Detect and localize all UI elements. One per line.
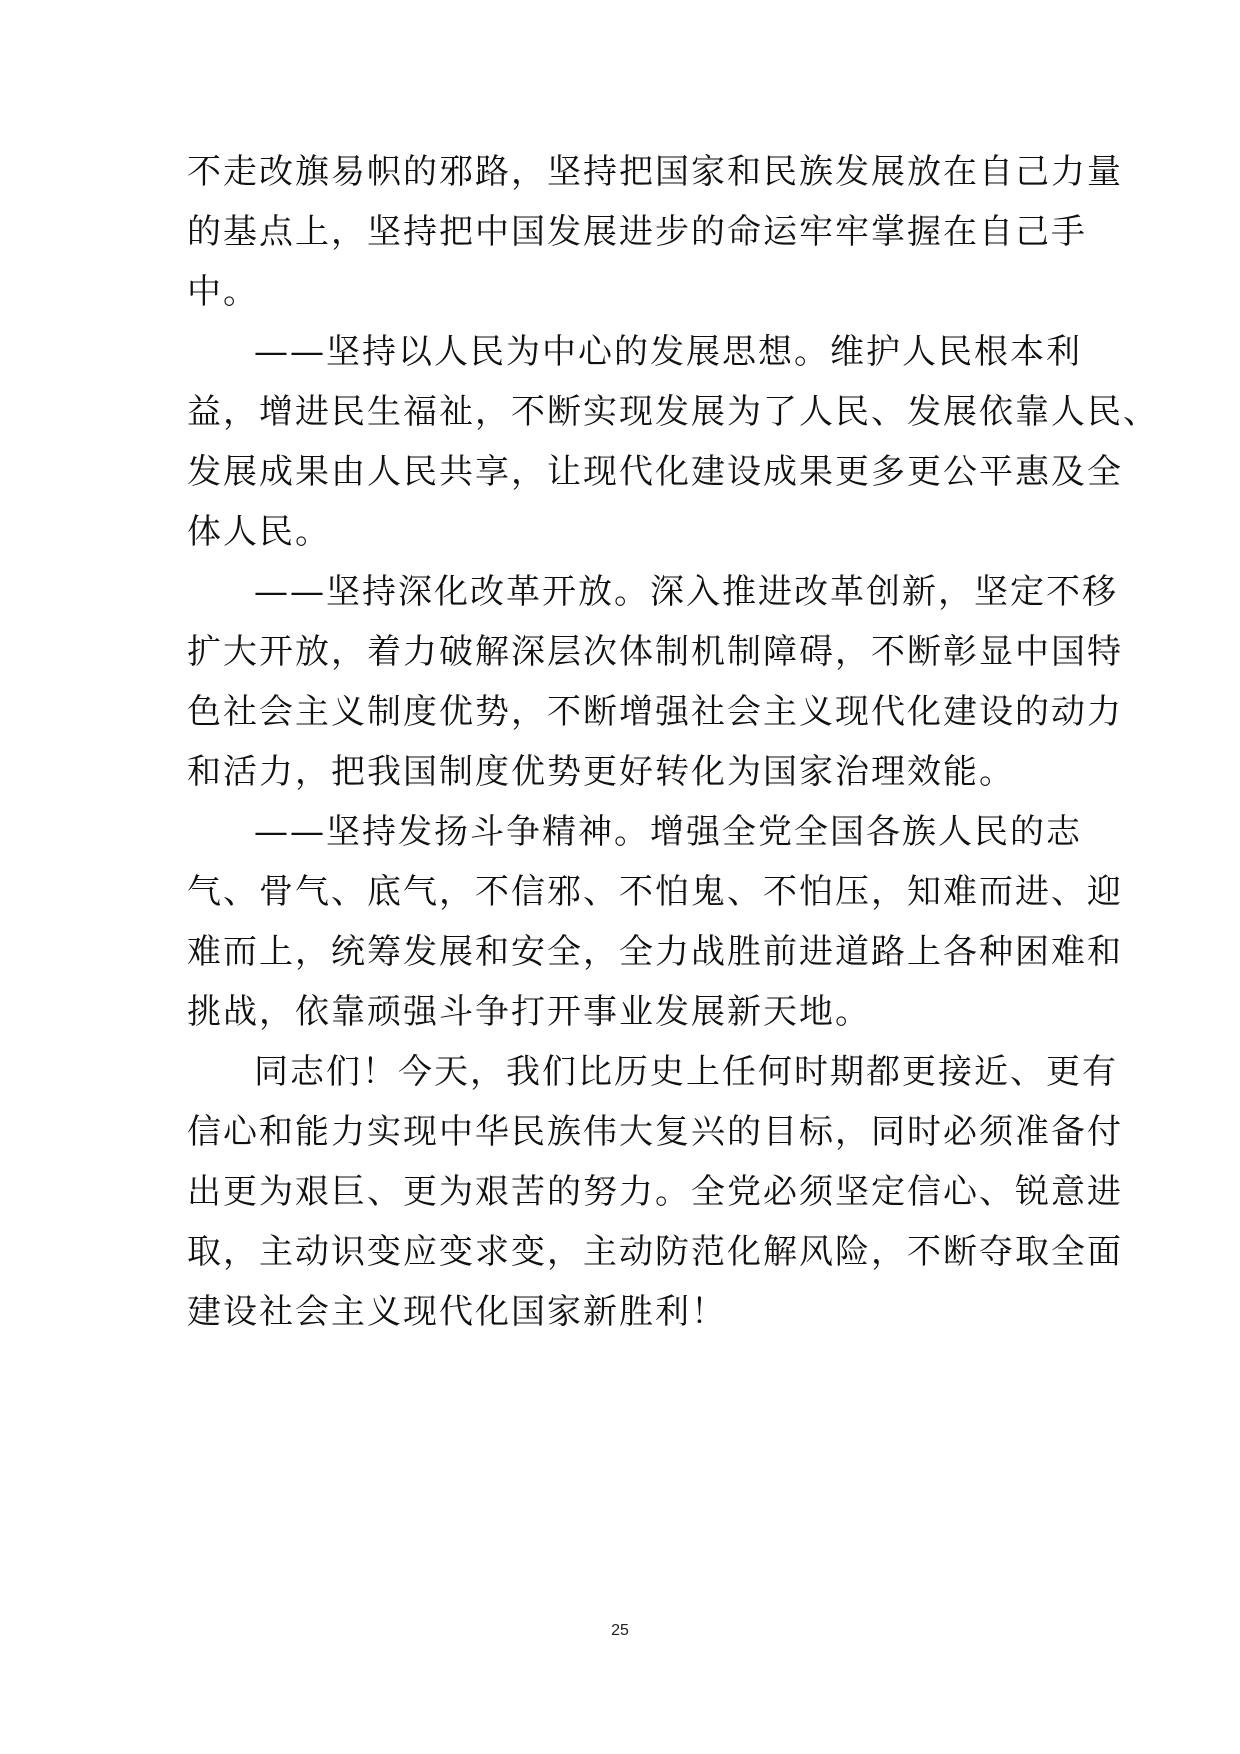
text-line: 益，增进民生福祉，不断实现发展为了人民、发展依靠人民、 [187,392,1159,432]
text-line: 体人民。 [187,512,331,552]
text-line: 气、骨气、底气，不信邪、不怕鬼、不怕压，知难而进、迎 [187,872,1123,912]
text-line: 出更为艰巨、更为艰苦的努力。全党必须坚定信心、锐意进 [187,1172,1123,1212]
text-line: 难而上，统筹发展和安全，全力战胜前进道路上各种困难和 [187,932,1123,972]
text-line: 中。 [187,272,259,312]
text-line: ——坚持以人民为中心的发展思想。维护人民根本利 [254,332,1082,372]
text-line: 挑战，依靠顽强斗争打开事业发展新天地。 [187,992,871,1032]
text-line: 色社会主义制度优势，不断增强社会主义现代化建设的动力 [187,692,1123,732]
text-line: 发展成果由人民共享，让现代化建设成果更多更公平惠及全 [187,452,1123,492]
text-line: 信心和能力实现中华民族伟大复兴的目标，同时必须准备付 [187,1112,1123,1152]
text-line: 不走改旗易帜的邪路，坚持把国家和民族发展放在自己力量 [187,152,1123,192]
text-line: ——坚持发扬斗争精神。增强全党全国各族人民的志 [254,812,1082,852]
text-line: 扩大开放，着力破解深层次体制机制障碍，不断彰显中国特 [187,632,1123,672]
page-number: 25 [611,1622,629,1639]
text-line: 取，主动识变应变求变，主动防范化解风险，不断夺取全面 [187,1232,1123,1272]
text-line: 建设社会主义现代化国家新胜利！ [187,1292,727,1332]
text-line: ——坚持深化改革开放。深入推进改革创新，坚定不移 [254,572,1118,612]
text-line: 的基点上，坚持把中国发展进步的命运牢牢掌握在自己手 [187,212,1087,252]
text-line: 同志们！今天，我们比历史上任何时期都更接近、更有 [254,1052,1118,1092]
text-line: 和活力，把我国制度优势更好转化为国家治理效能。 [187,752,1015,792]
